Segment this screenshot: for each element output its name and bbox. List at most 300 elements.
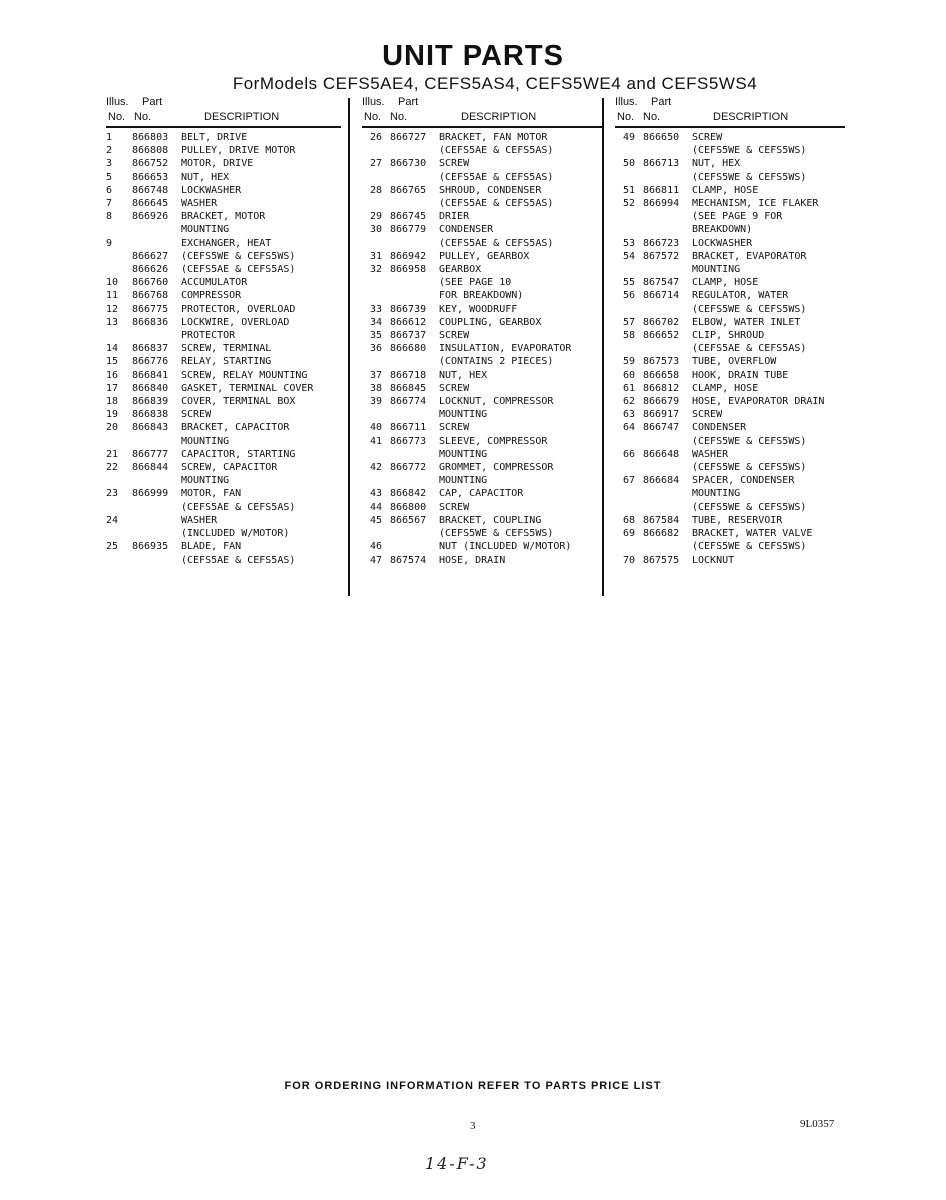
part-description: (CEFS5AE & CEFS5AS)	[439, 145, 554, 157]
parts-row	[615, 210, 845, 223]
illus-number: 9	[106, 237, 113, 249]
illus-number: 6	[106, 184, 113, 196]
parts-row	[362, 527, 602, 540]
part-number: 866837	[132, 343, 169, 355]
part-number: 866765	[390, 184, 427, 196]
part-description: EXCHANGER, HEAT	[181, 237, 272, 249]
part-description: MOUNTING	[439, 409, 488, 421]
parts-column-3	[615, 94, 845, 567]
part-description: FOR BREAKDOWN)	[439, 290, 524, 302]
part-number: 866737	[390, 330, 427, 342]
ordering-note: FOR ORDERING INFORMATION REFER TO PARTS PRICE LIST	[284, 1080, 662, 1092]
part-number: 867584	[643, 514, 680, 526]
part-number: 866808	[132, 145, 169, 157]
part-description: BREAKDOWN)	[692, 224, 753, 236]
illus-number: 26	[369, 132, 383, 143]
illus-number: 27	[369, 158, 383, 170]
parts-row	[615, 197, 845, 210]
part-description: (CEFS5AE & CEFS5AS)	[181, 264, 296, 276]
header-no-illus: No.	[617, 111, 635, 123]
parts-row	[362, 210, 602, 223]
illus-number: 8	[106, 211, 113, 223]
part-description: SHROUD, CONDENSER	[439, 184, 542, 196]
part-description: SCREW, RELAY MOUNTING	[181, 369, 308, 381]
part-description: BRACKET, WATER VALVE	[692, 528, 813, 540]
illus-number: 67	[622, 475, 636, 487]
illus-number: 51	[622, 184, 636, 196]
parts-row	[106, 144, 341, 157]
part-number: 866713	[643, 158, 680, 170]
parts-row	[362, 171, 602, 184]
part-description: BRACKET, MOTOR	[181, 211, 266, 223]
part-description: SCREW, CAPACITOR	[181, 462, 278, 474]
parts-row	[615, 303, 845, 316]
part-number: 866843	[132, 422, 169, 434]
part-description: SCREW	[692, 132, 723, 143]
part-number: 866627	[132, 250, 169, 262]
part-number: 866680	[390, 343, 427, 355]
part-number: 866845	[390, 382, 427, 394]
header-no-illus: No.	[364, 111, 382, 123]
illus-number: 54	[622, 250, 636, 262]
part-description: BRACKET, COUPLING	[439, 514, 542, 526]
parts-row	[615, 435, 845, 448]
illus-number: 32	[369, 264, 383, 276]
part-description: MOUNTING	[181, 435, 230, 447]
parts-row	[615, 329, 845, 342]
part-number: 866935	[132, 541, 169, 553]
part-description: SLEEVE, COMPRESSOR	[439, 435, 548, 447]
illus-number: 7	[106, 198, 113, 210]
illus-number: 62	[622, 396, 636, 408]
part-number: 866658	[643, 369, 680, 381]
part-number: 866776	[132, 356, 169, 368]
part-description: BRACKET, FAN MOTOR	[439, 132, 548, 143]
part-description: (CEFS5AE & CEFS5AS)	[439, 237, 554, 249]
part-description: (CEFS5WE & CEFS5WS)	[692, 435, 807, 447]
part-number: 867575	[643, 554, 680, 566]
parts-row	[362, 461, 602, 474]
part-description: ACCUMULATOR	[181, 277, 248, 289]
illus-number: 19	[106, 409, 119, 421]
parts-row	[106, 501, 341, 514]
part-number: 866645	[132, 198, 169, 210]
parts-row	[615, 514, 845, 527]
part-description: PULLEY, DRIVE MOTOR	[181, 145, 296, 157]
part-number	[132, 514, 181, 527]
header-description: DESCRIPTION	[204, 111, 280, 123]
part-number	[643, 501, 692, 514]
illus-number	[362, 355, 390, 368]
parts-row	[106, 474, 341, 487]
illus-number: 29	[369, 211, 383, 223]
part-description: BRACKET, CAPACITOR	[181, 422, 290, 434]
illus-number: 12	[106, 303, 119, 315]
part-description: NUT, HEX	[439, 369, 488, 381]
header-part: Part	[142, 96, 163, 108]
parts-row	[106, 435, 341, 448]
illus-number	[615, 210, 643, 223]
part-description: (CEFS5WE & CEFS5WS)	[692, 541, 807, 553]
parts-row	[362, 395, 602, 408]
illus-number: 34	[369, 316, 383, 328]
parts-row	[106, 369, 341, 382]
part-description: (CEFS5AE & CEFS5AS)	[181, 501, 296, 513]
parts-row	[106, 210, 341, 223]
part-number	[132, 237, 181, 250]
illus-number	[615, 263, 643, 276]
part-number	[643, 171, 692, 184]
part-number	[132, 554, 181, 567]
part-description: RELAY, STARTING	[181, 356, 272, 368]
part-description: MOTOR, FAN	[181, 488, 242, 500]
parts-column-1	[106, 94, 341, 567]
parts-row	[615, 237, 845, 250]
header-part: Part	[398, 96, 419, 108]
parts-row	[106, 303, 341, 316]
illus-number	[615, 144, 643, 157]
part-description: WASHER	[181, 198, 218, 210]
part-number	[643, 303, 692, 316]
part-number: 866723	[643, 237, 680, 249]
part-number	[643, 435, 692, 448]
part-number: 867547	[643, 277, 680, 289]
part-number: 866812	[643, 382, 680, 394]
part-description: (CEFS5AE & CEFS5AS)	[439, 171, 554, 183]
part-description: CONDENSER	[692, 422, 747, 434]
part-description: COMPRESSOR	[181, 290, 242, 302]
illus-number	[615, 540, 643, 553]
parts-row	[106, 171, 341, 184]
part-description: CLIP, SHROUD	[692, 330, 765, 342]
column-header	[615, 94, 845, 128]
part-description: (CEFS5WE & CEFS5WS)	[692, 145, 807, 157]
parts-row	[615, 157, 845, 170]
part-description: MOUNTING	[181, 224, 230, 236]
part-number	[390, 474, 439, 487]
parts-row	[362, 448, 602, 461]
part-number	[132, 527, 181, 540]
parts-row	[615, 131, 845, 144]
part-number: 866752	[132, 158, 169, 170]
part-number	[390, 197, 439, 210]
parts-row	[362, 554, 602, 567]
part-number: 867572	[643, 250, 680, 262]
header-description: DESCRIPTION	[461, 111, 537, 123]
illus-number: 44	[369, 501, 383, 513]
part-description: CLAMP, HOSE	[692, 184, 759, 196]
part-number: 866999	[132, 488, 169, 500]
part-description: SCREW	[439, 422, 470, 434]
illus-number	[106, 554, 132, 567]
page-title: UNIT PARTS	[382, 40, 564, 72]
parts-row	[362, 382, 602, 395]
illus-number	[615, 303, 643, 316]
parts-row	[106, 554, 341, 567]
part-number: 866768	[132, 290, 169, 302]
part-description: (CEFS5WE & CEFS5WS)	[692, 303, 807, 315]
part-number	[643, 144, 692, 157]
illus-number: 38	[369, 382, 383, 394]
parts-row	[362, 421, 602, 434]
illus-number	[362, 237, 390, 250]
part-number: 866567	[390, 514, 427, 526]
illus-number	[615, 461, 643, 474]
illus-number	[362, 289, 390, 302]
part-description: PROTECTOR, OVERLOAD	[181, 303, 296, 315]
part-number: 866711	[390, 422, 427, 434]
part-number: 866994	[643, 198, 680, 210]
parts-row	[615, 171, 845, 184]
header-no-illus: No.	[108, 111, 126, 123]
part-description: (CEFS5WE & CEFS5WS)	[692, 171, 807, 183]
part-description: HOSE, DRAIN	[439, 554, 506, 566]
part-number	[390, 237, 439, 250]
parts-row	[362, 184, 602, 197]
parts-row	[106, 289, 341, 302]
illus-number	[106, 329, 132, 342]
part-number	[132, 223, 181, 236]
part-number	[132, 501, 181, 514]
parts-row	[615, 421, 845, 434]
part-number	[390, 171, 439, 184]
parts-row	[362, 487, 602, 500]
illus-number: 47	[369, 554, 383, 566]
part-description: TUBE, OVERFLOW	[692, 356, 777, 368]
parts-row	[362, 157, 602, 170]
illus-number	[615, 223, 643, 236]
parts-row	[615, 223, 845, 236]
header-no-part: No.	[643, 111, 661, 123]
part-description: SCREW	[439, 330, 470, 342]
illus-number	[362, 527, 390, 540]
part-description: HOSE, EVAPORATOR DRAIN	[692, 396, 825, 408]
part-description: SCREW	[181, 409, 212, 421]
part-description: PROTECTOR	[181, 330, 236, 342]
part-description: SCREW	[439, 158, 470, 170]
part-description: GEARBOX	[439, 264, 482, 276]
illus-number: 52	[622, 198, 636, 210]
part-number: 866842	[390, 488, 427, 500]
part-description: GROMMET, COMPRESSOR	[439, 462, 554, 474]
part-number	[390, 527, 439, 540]
illus-number: 20	[106, 422, 119, 434]
part-description: INSULATION, EVAPORATOR	[439, 343, 572, 355]
illus-number	[106, 250, 132, 263]
parts-row	[106, 316, 341, 329]
illus-number	[106, 435, 132, 448]
parts-row	[362, 276, 602, 289]
parts-row	[106, 223, 341, 236]
illus-number: 58	[622, 330, 636, 342]
parts-row	[106, 131, 341, 144]
parts-row	[362, 540, 602, 553]
parts-row	[615, 448, 845, 461]
parts-rows	[362, 128, 602, 567]
part-description: LOCKWASHER	[181, 184, 242, 196]
illus-number: 2	[106, 145, 113, 157]
parts-row	[615, 355, 845, 368]
part-description: MOUNTING	[692, 264, 741, 276]
illus-number	[106, 263, 132, 276]
illus-number: 10	[106, 277, 119, 289]
part-description: (CEFS5AE & CEFS5AS)	[181, 554, 296, 566]
parts-row	[615, 144, 845, 157]
part-number	[643, 487, 692, 500]
illus-number: 55	[622, 277, 636, 289]
column-divider	[602, 98, 604, 596]
part-number: 866745	[390, 211, 427, 223]
parts-row	[362, 237, 602, 250]
illus-number: 16	[106, 369, 119, 381]
page-subtitle: ForModels CEFS5AE4, CEFS5AS4, CEFS5WE4 and CEFS5WS4	[232, 74, 758, 93]
part-number: 866653	[132, 171, 169, 183]
part-description: (SEE PAGE 9 FOR	[692, 211, 783, 223]
part-description: MOTOR, DRIVE	[181, 158, 254, 170]
part-description: CAP, CAPACITOR	[439, 488, 524, 500]
part-number: 866702	[643, 316, 680, 328]
illus-number: 45	[369, 514, 383, 526]
part-number: 866748	[132, 184, 169, 196]
parts-row	[362, 408, 602, 421]
part-description: MOUNTING	[181, 475, 230, 487]
parts-row	[106, 527, 341, 540]
part-description: SCREW	[439, 382, 470, 394]
parts-row	[615, 540, 845, 553]
part-description: MOUNTING	[692, 488, 741, 500]
part-description: BRACKET, EVAPORATOR	[692, 250, 807, 262]
parts-row	[615, 289, 845, 302]
parts-row	[106, 263, 341, 276]
part-description: KEY, WOODRUFF	[439, 303, 518, 315]
part-number	[390, 276, 439, 289]
part-number: 866718	[390, 369, 427, 381]
part-description: NUT (INCLUDED W/MOTOR)	[439, 541, 572, 553]
illus-number: 30	[369, 224, 383, 236]
part-number: 866730	[390, 158, 427, 170]
part-number: 866777	[132, 448, 169, 460]
part-description: CONDENSER	[439, 224, 494, 236]
illus-number	[362, 276, 390, 289]
illus-number: 56	[622, 290, 636, 302]
part-number: 866926	[132, 211, 169, 223]
illus-number	[615, 487, 643, 500]
parts-row	[106, 184, 341, 197]
header-no-part: No.	[390, 111, 408, 123]
illus-number: 53	[622, 237, 636, 249]
part-number	[643, 263, 692, 276]
column-divider	[348, 98, 350, 596]
illus-number: 23	[106, 488, 119, 500]
parts-row	[362, 501, 602, 514]
part-number: 866727	[390, 132, 427, 143]
part-description: (CONTAINS 2 PIECES)	[439, 356, 554, 368]
illus-number: 64	[622, 422, 636, 434]
illus-number: 41	[369, 435, 383, 447]
part-description: (CEFS5WE & CEFS5WS)	[692, 462, 807, 474]
part-number: 866811	[643, 184, 680, 196]
illus-number: 11	[106, 290, 119, 302]
illus-number: 31	[369, 250, 383, 262]
illus-number	[362, 171, 390, 184]
parts-row	[615, 554, 845, 567]
part-number: 866779	[390, 224, 427, 236]
parts-row	[362, 144, 602, 157]
illus-number	[362, 144, 390, 157]
parts-rows	[615, 128, 845, 567]
illus-number: 60	[622, 369, 636, 381]
part-description: WASHER	[692, 448, 729, 460]
parts-row	[615, 461, 845, 474]
parts-row	[106, 329, 341, 342]
illus-number: 3	[106, 158, 113, 170]
part-description: PULLEY, GEARBOX	[439, 250, 530, 262]
part-number: 866775	[132, 303, 169, 315]
illus-number: 1	[106, 132, 113, 143]
parts-row	[106, 197, 341, 210]
parts-row	[362, 342, 602, 355]
part-number	[643, 540, 692, 553]
part-number	[390, 448, 439, 461]
parts-rows	[106, 128, 341, 567]
parts-row	[615, 342, 845, 355]
part-number: 866836	[132, 316, 169, 328]
part-number	[390, 540, 439, 553]
illus-number: 13	[106, 316, 119, 328]
illus-number: 15	[106, 356, 119, 368]
part-number: 867574	[390, 554, 427, 566]
part-description: BELT, DRIVE	[181, 132, 248, 143]
parts-row	[615, 184, 845, 197]
parts-row	[362, 316, 602, 329]
illus-number: 43	[369, 488, 383, 500]
illus-number	[106, 474, 132, 487]
part-description: ELBOW, WATER INLET	[692, 316, 801, 328]
illus-number: 14	[106, 343, 119, 355]
column-header	[362, 94, 602, 128]
illus-number: 25	[106, 541, 119, 553]
illus-number: 28	[369, 184, 383, 196]
part-number	[390, 408, 439, 421]
part-description: (CEFS5AE & CEFS5AS)	[439, 198, 554, 210]
parts-row	[106, 540, 341, 553]
illus-number: 39	[369, 396, 383, 408]
page-number: 3	[470, 1120, 476, 1132]
part-number: 866839	[132, 396, 169, 408]
header-illus: Illus.	[106, 96, 129, 108]
part-number: 866838	[132, 409, 169, 421]
parts-row	[615, 527, 845, 540]
illus-number: 22	[106, 462, 119, 474]
part-description: SCREW, TERMINAL	[181, 343, 272, 355]
illus-number: 46	[369, 541, 383, 553]
column-header	[106, 94, 341, 128]
illus-number	[615, 171, 643, 184]
part-description: MECHANISM, ICE FLAKER	[692, 198, 819, 210]
illus-number	[106, 223, 132, 236]
parts-row	[615, 382, 845, 395]
illus-number: 57	[622, 316, 636, 328]
parts-row	[615, 250, 845, 263]
illus-number: 68	[622, 514, 636, 526]
parts-row	[106, 355, 341, 368]
header-illus: Illus.	[615, 96, 638, 108]
illus-number	[106, 501, 132, 514]
part-description: (CEFS5AE & CEFS5AS)	[692, 343, 807, 355]
illus-number	[362, 197, 390, 210]
parts-row	[106, 448, 341, 461]
part-number: 866760	[132, 277, 169, 289]
